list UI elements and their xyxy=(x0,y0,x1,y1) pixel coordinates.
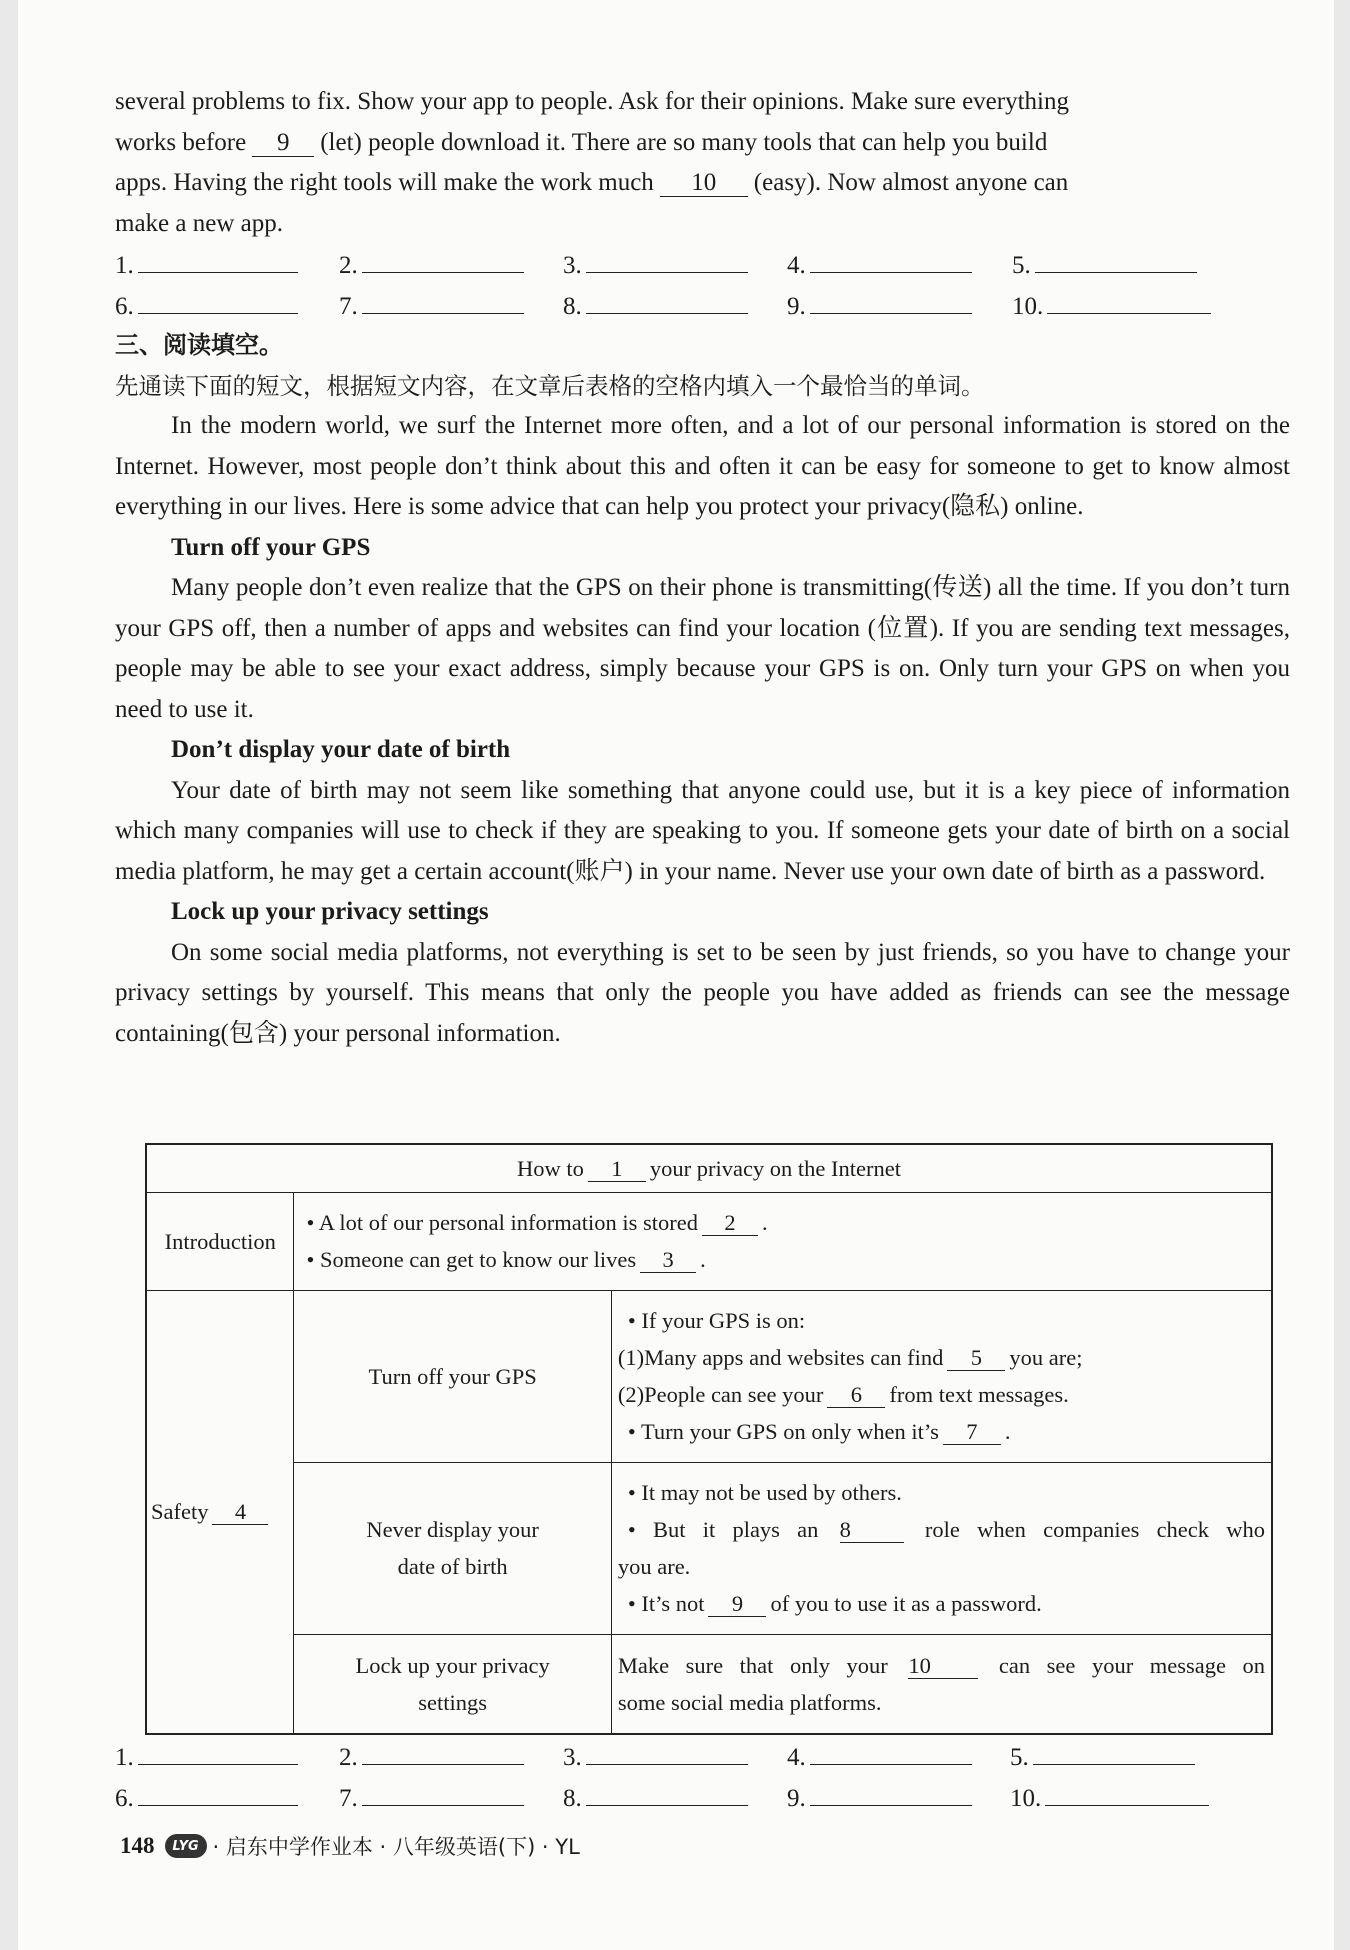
answer-slot[interactable]: 1. xyxy=(115,244,298,285)
publisher-logo: LYG xyxy=(165,1834,207,1858)
gps-label: Turn off your GPS xyxy=(294,1290,611,1462)
table-blank-7[interactable]: 7 xyxy=(943,1420,1001,1445)
page-number: 148 xyxy=(120,1833,155,1858)
answer-slot[interactable]: 8. xyxy=(563,1777,748,1818)
answer-slot[interactable]: 2. xyxy=(339,244,524,285)
passage-line: works before 9 (let) people download it. There are so many tools that can help you build xyxy=(115,128,1048,156)
table-row-privacy-settings: Lock up your privacy settings Make sure that only your 10 can see your message on some social media platforms. xyxy=(146,1634,1272,1734)
answer-slot[interactable]: 10. xyxy=(1010,1777,1209,1818)
answer-slot[interactable]: 9. xyxy=(787,285,972,326)
heading-turn-off-gps: Turn off your GPS xyxy=(171,533,371,561)
table-row-introduction: Introduction • A lot of our personal information is stored 2 . • Someone can get to know our lives 3 . xyxy=(146,1192,1272,1290)
table-row-gps: Safety 4 Turn off your GPS • If your GPS is on: (1)Many apps and websites can find 5 you are; (2)People can see your 6 from text messages. • Turn your GPS on only when it’s 7 . xyxy=(146,1290,1272,1462)
passage-intro: In the modern world, we surf the Internet more often, and a lot of our personal information is stored on the Internet. However, most people don’t think about this and often it can be easy for someone to get to know almost everything in our lives. Here is some advice that can help you protect your privacy(隐私) online. xyxy=(115,412,1290,520)
answer-lines-section2 xyxy=(115,244,1290,325)
table-row-date-of-birth: Never display your date of birth • It may not be used by others. • But it plays an 8 role when companies check who you are. • It’s not 9 of you to use it as a password. xyxy=(146,1462,1272,1634)
heading-date-of-birth: Don’t display your date of birth xyxy=(171,736,511,763)
answer-slot[interactable]: 7. xyxy=(339,1777,524,1818)
answer-slot[interactable]: 3. xyxy=(563,244,748,285)
lock-label: Lock up your privacy settings xyxy=(294,1634,611,1734)
page-footer xyxy=(120,1826,580,1866)
workbook-page xyxy=(18,0,1334,1950)
page-content xyxy=(115,82,1290,1054)
table-blank-8[interactable]: 8 xyxy=(840,1518,904,1543)
table-blank-3[interactable]: 3 xyxy=(640,1248,696,1273)
table-blank-6[interactable]: 6 xyxy=(827,1383,885,1408)
answer-slot[interactable]: 5. xyxy=(1012,244,1197,285)
passage-line: make a new app. xyxy=(115,209,283,237)
table-blank-9[interactable]: 9 xyxy=(708,1592,766,1617)
answer-slot[interactable]: 2. xyxy=(339,1736,524,1777)
answer-slot[interactable]: 4. xyxy=(787,1736,972,1777)
summary-table xyxy=(145,1143,1273,1735)
answer-slot[interactable]: 6. xyxy=(115,285,298,326)
answer-slot[interactable]: 6. xyxy=(115,1777,298,1818)
passage-gps: Many people don’t even realize that the GPS on their phone is transmitting(传送) all the time. If you don’t turn your GPS off, then a number of apps and websites can find your location (位置). If you are sending text messages, people may be able to see your exact address, simply because your GPS is on. Only turn your GPS on when you need to use it. xyxy=(115,574,1290,723)
passage-privacy-settings: On some social media platforms, not everything is set to be seen by just friends, so you have to change your privacy settings by yourself. This means that only the people you have added as friends can see the message containing(包含) your personal information. xyxy=(115,938,1290,1047)
table-blank-10[interactable]: 10 xyxy=(908,1654,978,1679)
answer-slot[interactable]: 4. xyxy=(787,244,972,285)
table-blank-4[interactable]: 4 xyxy=(212,1500,268,1525)
section-title: 三、阅读填空。 xyxy=(115,331,283,359)
answer-slot[interactable]: 8. xyxy=(563,285,748,326)
answer-slot[interactable]: 3. xyxy=(563,1736,748,1777)
introduction-label: Introduction xyxy=(146,1192,294,1290)
blank-9: 9 xyxy=(252,130,314,157)
section-instruction: 先通读下面的短文，根据短文内容，在文章后表格的空格内填入一个最恰当的单词。 xyxy=(115,371,985,400)
answer-slot[interactable]: 9. xyxy=(787,1777,972,1818)
heading-privacy-settings: Lock up your privacy settings xyxy=(171,898,489,925)
table-blank-2[interactable]: 2 xyxy=(702,1211,758,1236)
answer-slot[interactable]: 1. xyxy=(115,1736,298,1777)
book-title: · 启东中学作业本 · 八年级英语(下) · YL xyxy=(212,1835,580,1859)
dob-label: Never display your date of birth xyxy=(294,1462,611,1634)
safety-label-cell: Safety 4 xyxy=(146,1290,294,1734)
answer-slot[interactable]: 10. xyxy=(1012,285,1211,326)
answer-slot[interactable]: 5. xyxy=(1010,1736,1195,1777)
answer-slot[interactable]: 7. xyxy=(339,285,524,326)
passage-line: apps. Having the right tools will make the work much 10 (easy). Now almost anyone can xyxy=(115,169,1069,196)
table-blank-5[interactable]: 5 xyxy=(947,1346,1005,1371)
passage-line: several problems to fix. Show your app to people. Ask for their opinions. Make sure everything xyxy=(115,88,1069,115)
table-title-row: How to 1 your privacy on the Internet xyxy=(146,1144,1272,1192)
passage-date-of-birth: Your date of birth may not seem like something that anyone could use, but it is a key piece of information which many companies will use to check if they are speaking to you. If someone gets your date of birth on a social media platform, he may get a certain account(账户) in your name. Never use your own date of birth as a password. xyxy=(115,776,1290,885)
answer-lines-section3 xyxy=(115,1736,1290,1817)
blank-10: 10 xyxy=(660,170,748,197)
table-blank-1[interactable]: 1 xyxy=(588,1157,646,1182)
